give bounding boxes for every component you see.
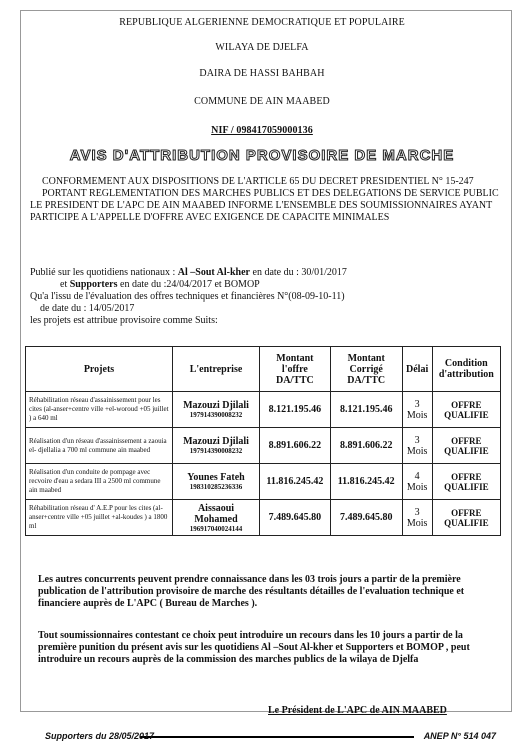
legal-reference: CONFORMEMENT AUX DISPOSITIONS DE L'ARTICLE 65 DU DECRET PRESIDENTIEL N° 15-247 PORTANT REGLEMENTATION DES MARCHES PUBLICS ET DES DELEGATIONS DE SERVICE PUBLIC	[42, 176, 499, 199]
footer-anep-number: ANEP N° 514 047	[423, 731, 496, 741]
notice-recours: Tout soumissionnaires contestant ce choix peut introduire un recours dans les 10 jours a partir de la première punition du présent avis sur les quotidiens Al –Sout Al-kher et Supporters et BOMOP , peut introduire un recours auprès de la commission des marches publics de la wilaya de Djelfa	[38, 630, 470, 665]
corrected-amount: 8.121.195.46	[330, 392, 402, 428]
table-row	[26, 464, 501, 500]
notice-consultation: Les autres concurrents peuvent prendre connaissance dans les 03 trois jours a partir de la première publication de l'attribution provisoire de marche des résultants détailles de l'evaluation technique et financiere auprès de L'APC ( Bureau de Marches ).	[38, 574, 465, 609]
republic-line: REPUBLIQUE ALGERIENNE DEMOCRATIQUE ET POPULAIRE	[119, 17, 405, 28]
footer-rule	[140, 736, 414, 738]
notice-title: AVIS D'ATTRIBUTION PROVISOIRE DE MARCHE	[69, 147, 455, 164]
offer-amount: 7.489.645.80	[260, 500, 331, 536]
wilaya-line: WILAYA DE DJELFA	[215, 42, 309, 53]
condition-cell: OFFRE QUALIFIE	[432, 392, 500, 428]
corrected-amount: 11.816.245.42	[330, 464, 402, 500]
publication-prefix: Publié sur les quotidiens nationaux :	[30, 267, 176, 278]
signature: Le Président de L'APC de AIN MAABED	[268, 705, 447, 716]
company-name: Mazouzi Djilali	[183, 436, 249, 447]
corrected-amount: 7.489.645.80	[330, 500, 402, 536]
table-row	[26, 392, 501, 428]
col-montant-corrige: Montant Corrigé DA/TTC	[330, 347, 402, 392]
table-row	[26, 428, 501, 464]
commune-line: COMMUNE DE AIN MAABED	[194, 96, 330, 107]
publication-block	[30, 267, 500, 327]
company-code: 196917040024144	[189, 524, 243, 533]
company-name: Aissaoui Mohamed	[194, 502, 238, 525]
offer-amount: 8.891.606.22	[260, 428, 331, 464]
company-cell	[173, 500, 260, 536]
company-code: 197914390008232	[189, 447, 243, 455]
table-header-row	[26, 347, 501, 392]
col-delai: Délai	[402, 347, 432, 392]
publication-and: et	[60, 279, 68, 290]
publication-date-1: en date du : 30/01/2017	[252, 267, 347, 278]
condition-cell: OFFRE QUALIFIE	[432, 428, 500, 464]
newspaper-2: Supporters	[69, 279, 118, 290]
evaluation-date: de date du : 14/05/2017	[40, 303, 135, 314]
intro-block	[30, 176, 500, 224]
col-montant-offre: Montant l'offre DA/TTC	[260, 347, 331, 392]
offer-amount: 11.816.245.42	[260, 464, 331, 500]
col-entreprise: L'entreprise	[173, 347, 260, 392]
president-notice: LE PRESIDENT DE L'APC DE AIN MAABED INFORME L'ENSEMBLE DES SOUMISSIONNAIRES AYANT PARTICIPE A L'APPELLE D'OFFRE AVEC EXIGENCE DE CAPACITE MINIMALES	[30, 200, 493, 223]
company-code: 198310285236336	[189, 483, 243, 491]
attribution-line: les projets est attribue provisoire comme Suits:	[30, 315, 218, 326]
condition-cell: OFFRE QUALIFIE	[432, 500, 500, 536]
nif-number: NIF / 098417059000136	[211, 125, 313, 136]
project-cell: Réhabilitation réseau d' A.E.P pour les cites (al-anser+centre ville +05 juillet +al-koudes ) a 1800 ml	[26, 500, 173, 536]
publication-date-2: en date du :24/04/2017 et BOMOP	[120, 279, 260, 290]
col-projets: Projets	[26, 347, 173, 392]
col-condition: Condition d'attribution	[432, 347, 500, 392]
project-cell: Réalisation d'un réseau d'assainissement a zaouia el- djellalia a 700 ml commune ain maabed	[26, 428, 173, 464]
evaluation-line: Qu'a l'issu de l'évaluation des offres techniques et financières N°(08-09-10-11)	[30, 291, 345, 302]
offer-amount: 8.121.195.46	[260, 392, 331, 428]
condition-cell: OFFRE QUALIFIE	[432, 464, 500, 500]
footer-publication: Supporters du 28/05/2017	[45, 731, 155, 741]
newspaper-1: Al –Sout Al-kher	[177, 267, 250, 278]
company-name: Younes Fateh	[187, 472, 245, 483]
delay-cell: 4 Mois	[402, 464, 432, 500]
project-cell: Réhabilitation réseau d'assainissement pour les cites (al-anser+centre ville +el-woroud +05 juillet ) a 640 ml	[26, 392, 173, 428]
attribution-table	[25, 346, 501, 536]
delay-cell: 3 Mois	[402, 392, 432, 428]
footer-bar	[0, 731, 524, 743]
company-cell	[173, 392, 260, 428]
project-cell: Réalisation d'un conduite de pompage avec recvoire d'eau a sedara III a 2500 ml commune ain maabed	[26, 464, 173, 500]
company-code: 197914390008232	[189, 411, 243, 419]
company-name: Mazouzi Djilali	[183, 400, 249, 411]
table-row	[26, 500, 501, 536]
company-cell	[173, 428, 260, 464]
daira-line: DAIRA DE HASSI BAHBAH	[199, 68, 325, 79]
delay-cell: 3 Mois	[402, 428, 432, 464]
delay-cell: 3 Mois	[402, 500, 432, 536]
corrected-amount: 8.891.606.22	[330, 428, 402, 464]
company-cell	[173, 464, 260, 500]
